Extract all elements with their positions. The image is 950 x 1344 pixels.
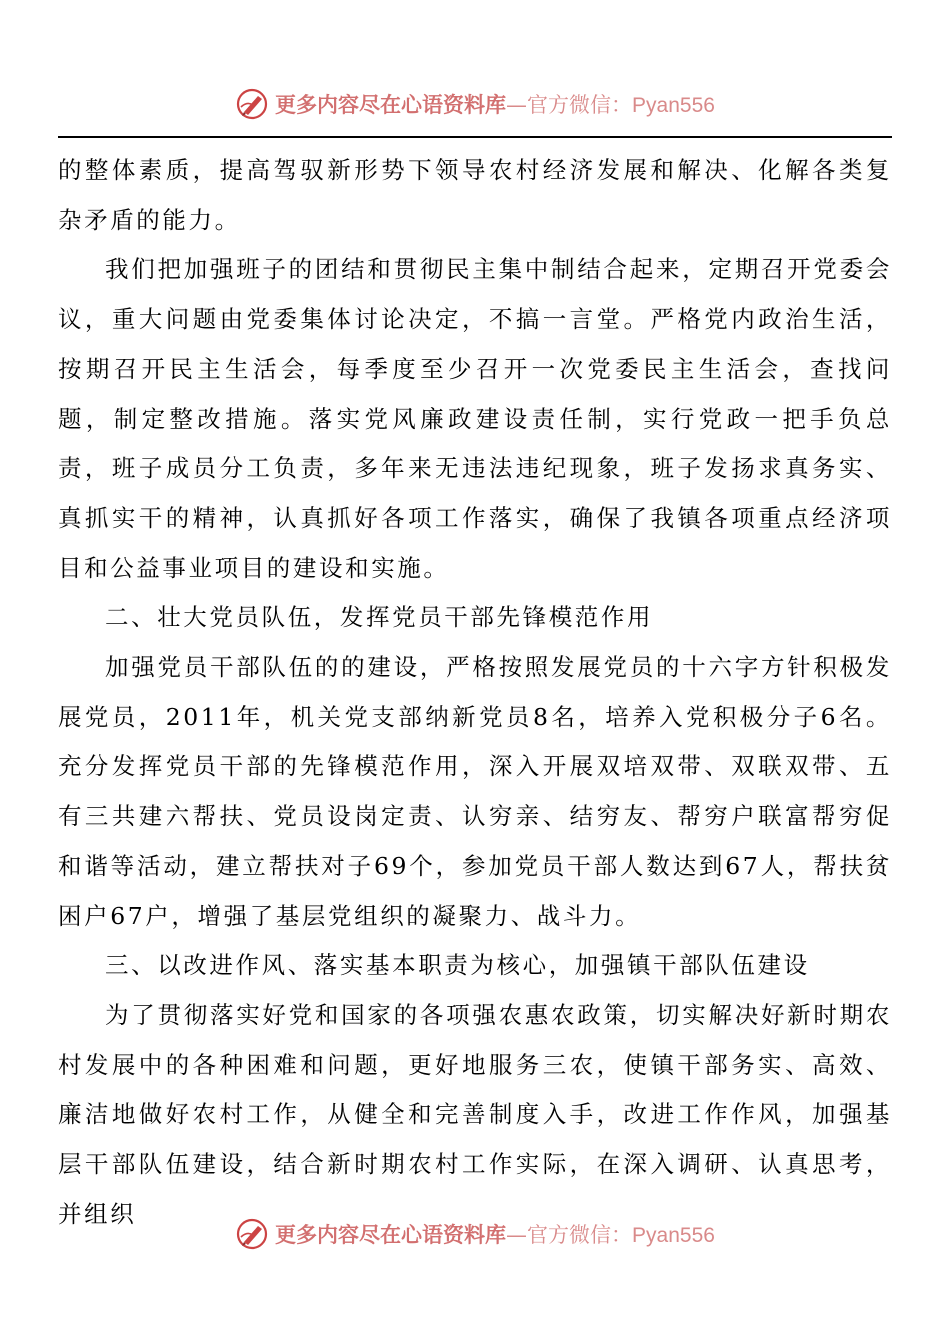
- footer-watermark-brand: 更多内容尽在心语资料库: [275, 1223, 507, 1247]
- header-watermark-wechat-label: 官方微信：: [527, 93, 633, 117]
- footer-watermark-wechat-label: 官方微信：: [527, 1223, 633, 1247]
- paragraph-cadre-building: 为了贯彻落实好党和国家的各项强农惠农政策，切实解决好新时期农村发展中的各种困难和问题，更好地服务三农，使镇干部务实、高效、廉洁地做好农村工作，从健全和完善制度入手，改进工作作风，加强基层干部队伍建设，结合新时期农村工作实际，在深入调研、认真思考，并组织: [58, 1000, 892, 1228]
- header-rule: [58, 136, 892, 138]
- section-heading-3: 三、以改进作风、落实基本职责为核心，加强镇干部队伍建设: [105, 951, 810, 980]
- header-watermark-wechat-id: Pyan556: [632, 94, 715, 117]
- section-heading-2: 二、壮大党员队伍，发挥党员干部先锋模范作用: [105, 603, 654, 632]
- footer-watermark-text: [275, 1219, 715, 1249]
- document-body: [58, 146, 892, 1239]
- paragraph-party-members: 加强党员干部队伍的的建设，严格按照发展党员的十六字方针积极发展党员，2011年，机关党支部纳新党员8名，培养入党积极分子6名。充分发挥党员干部的先锋模范作用，深入开展双培双带、双联双带、五有三共建六帮扶、党员设岗定责、认穷亲、结穷友、帮穷户联富帮穷促和谐等活动，建立帮扶对子69个，参加党员干部人数达到67人，帮扶贫困户67户，增强了基层党组织的凝聚力、战斗力。: [58, 653, 892, 930]
- footer-watermark-separator: —: [506, 1223, 528, 1247]
- header-watermark-brand: 更多内容尽在心语资料库: [275, 93, 507, 117]
- header-watermark: [0, 84, 950, 124]
- header-watermark-inner: [235, 87, 715, 121]
- paragraph-leadership: 我们把加强班子的团结和贯彻民主集中制结合起来，定期召开党委会议，重大问题由党委集体讨论决定，不搞一言堂。严格党内政治生活，按期召开民主生活会，每季度至少召开一次党委民主生活会，查找问题，制定整改措施。落实党风廉政建设责任制，实行党政一把手负总责，班子成员分工负责，多年来无违法违纪现象，班子发扬求真务实、真抓实干的精神，认真抓好各项工作落实，确保了我镇各项重点经济项目和公益事业项目的建设和实施。: [58, 255, 892, 582]
- footer-watermark-wechat-id: Pyan556: [632, 1224, 715, 1247]
- header-watermark-text: [275, 89, 715, 119]
- header-watermark-separator: —: [506, 93, 528, 117]
- footer-watermark-inner: [235, 1217, 715, 1251]
- paragraph-continuation: 的整体素质，提高驾驭新形势下领导农村经济发展和解决、化解各类复杂矛盾的能力。: [58, 156, 892, 234]
- pen-logo-icon: [235, 1217, 269, 1251]
- pen-logo-icon: [235, 87, 269, 121]
- footer-watermark: [0, 1214, 950, 1254]
